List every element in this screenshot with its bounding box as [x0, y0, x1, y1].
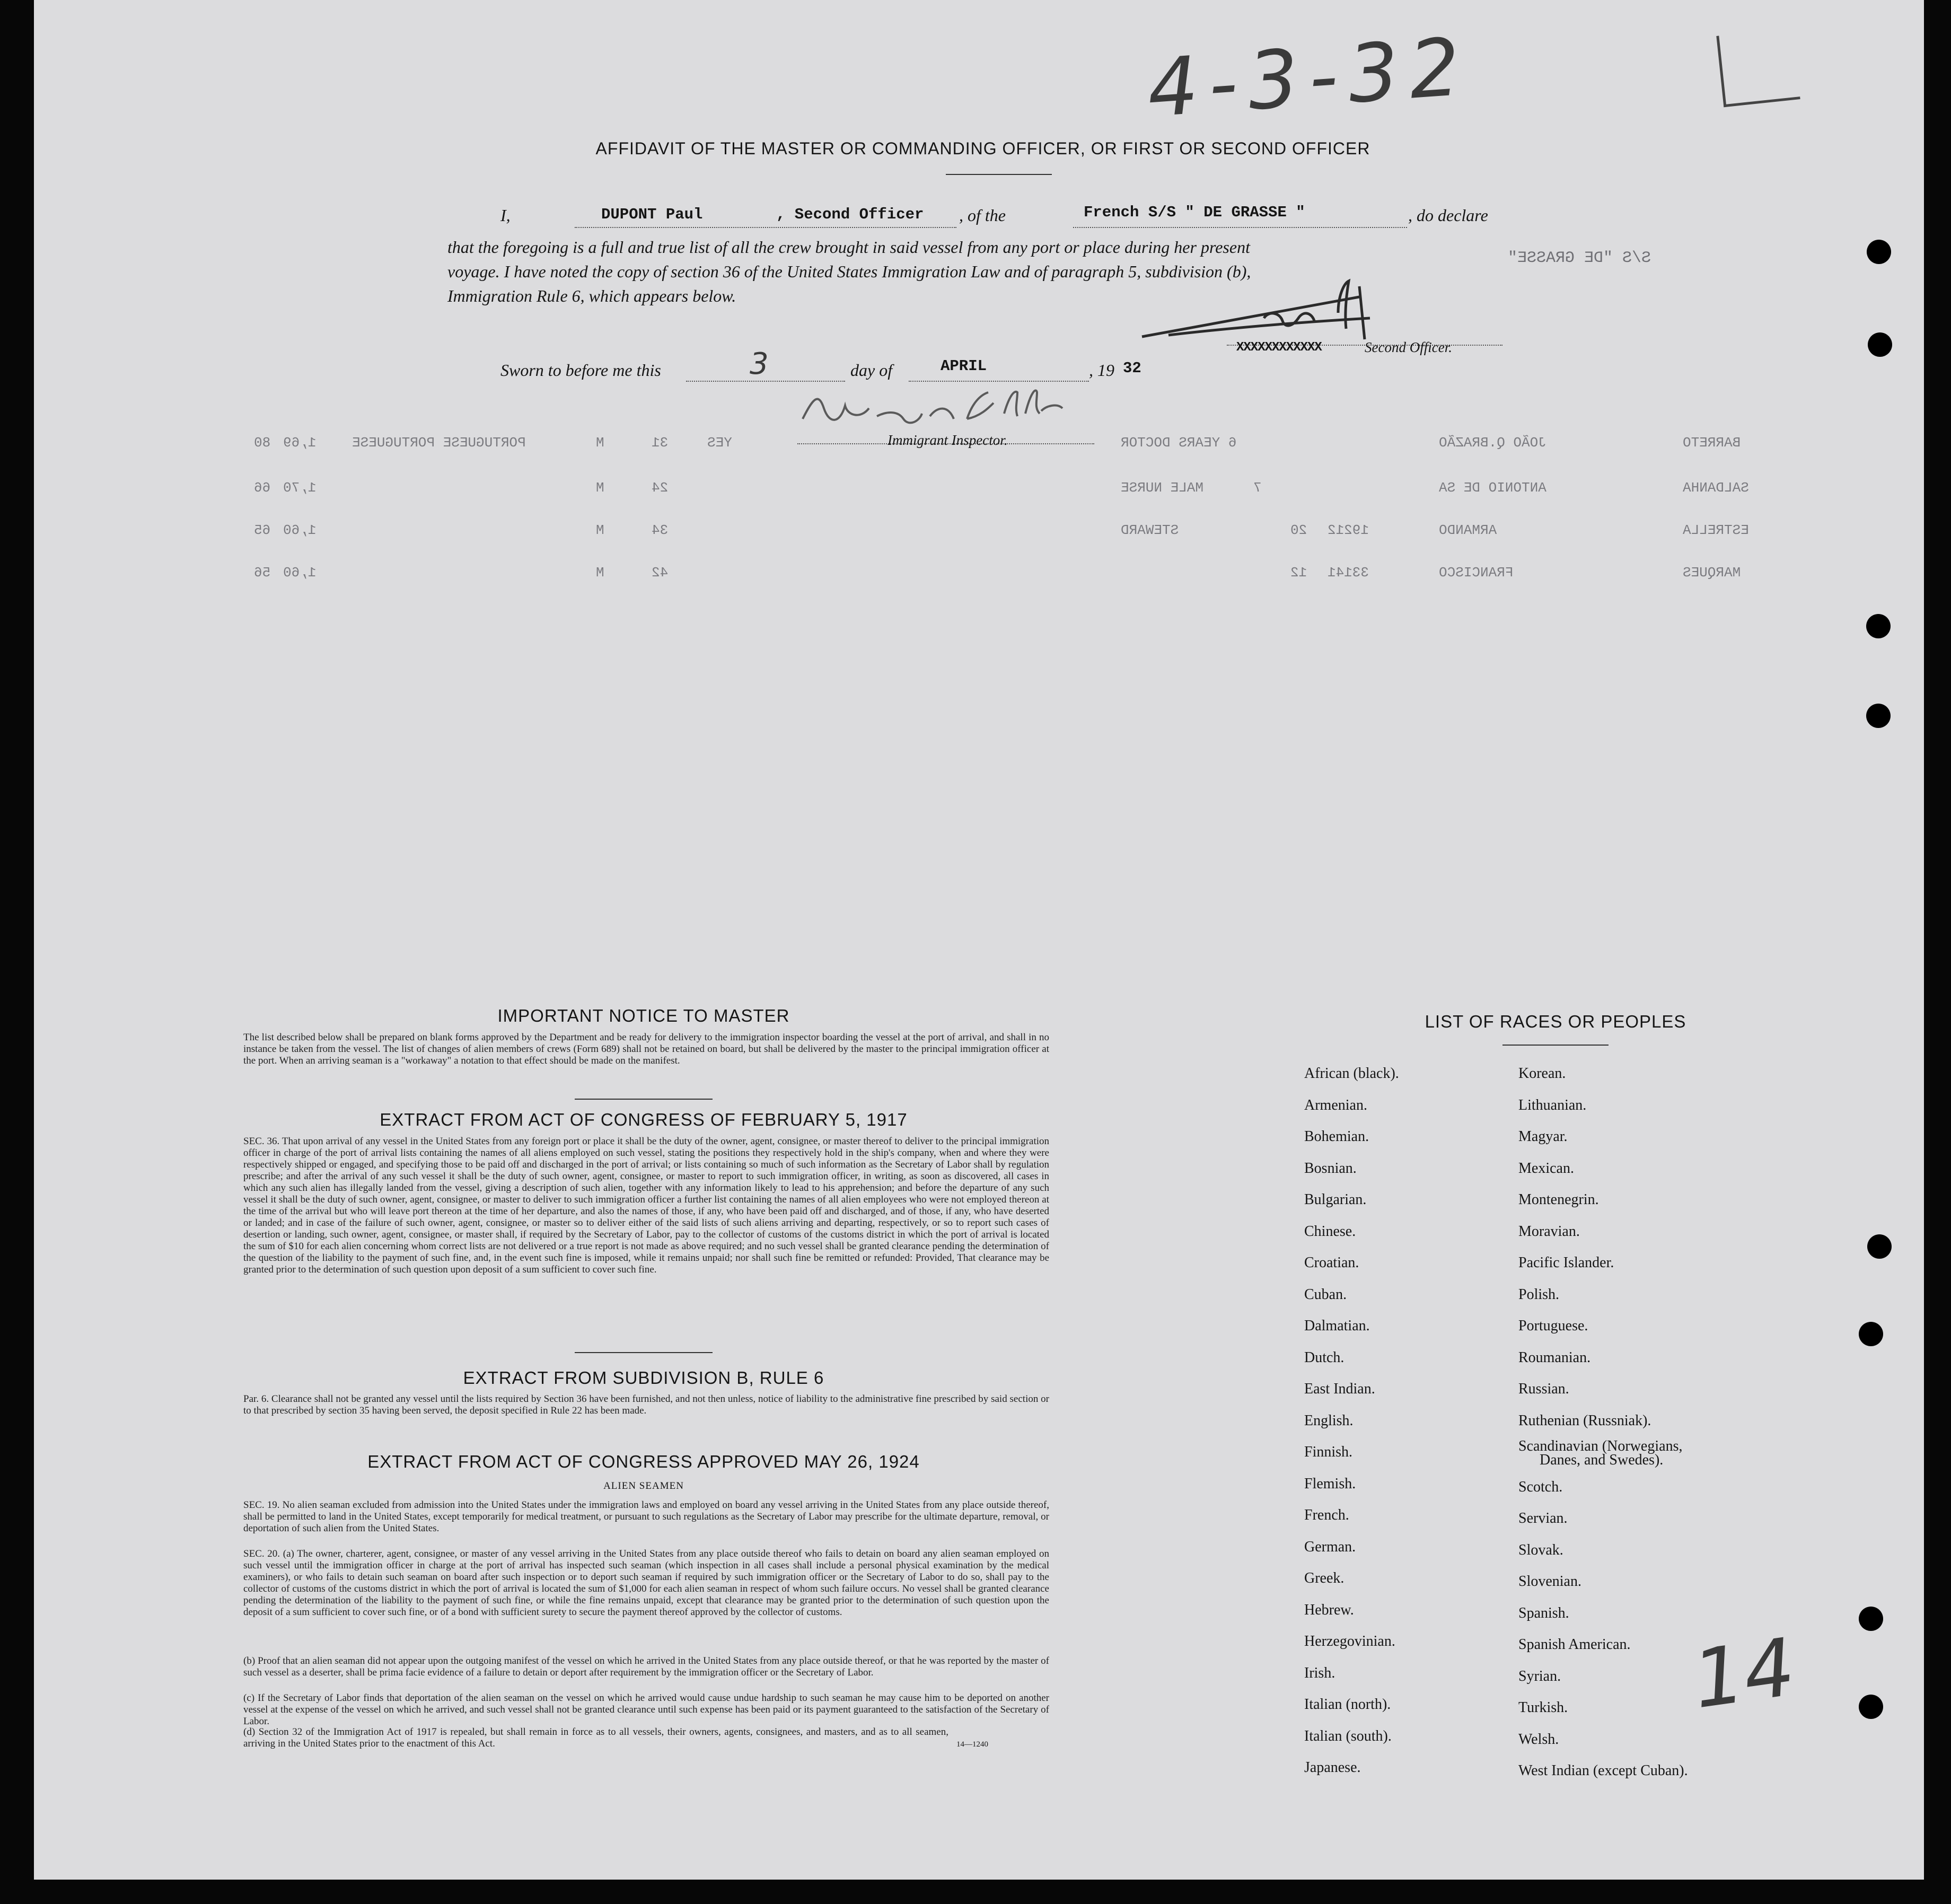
- race-item: Greek.: [1304, 1570, 1344, 1586]
- race-item: Chinese.: [1304, 1223, 1356, 1240]
- race-item: Irish.: [1304, 1664, 1335, 1681]
- race-item: English.: [1304, 1412, 1354, 1429]
- punch-hole: [1867, 1234, 1892, 1259]
- race-item: German.: [1304, 1538, 1356, 1555]
- struck-title: XXXXXXXXXXXX: [1236, 340, 1322, 355]
- handwritten-date: 4-3-32: [1144, 20, 1474, 136]
- officer-name-value: DUPONT Paul: [601, 206, 703, 223]
- punch-hole: [1866, 614, 1891, 638]
- sworn-label: Sworn to before me this: [500, 361, 661, 380]
- race-item: Croatian.: [1304, 1254, 1359, 1271]
- i-label: I,: [500, 206, 511, 225]
- punch-hole: [1866, 704, 1891, 728]
- notice-divider: [575, 1099, 713, 1100]
- race-item: Dutch.: [1304, 1349, 1344, 1366]
- race-item: Mexican.: [1518, 1160, 1574, 1177]
- section-20a: SEC. 20. (a) The owner, charterer, agent, consignee, or master of any vessel arriving in the United States from any place outside thereof who fails to detain on board any alien seaman employed on such vessel until the immigration officer in charge at the port of arrival has inspected such seaman (which inspection in all cases shall include a personal physical examination by the medical examiners), or who fails to detain such seaman on board after such inspection or to deport such seaman if required by such immigration officer or the Secretary of Labor to do so, shall pay to the collector of customs of the customs district in which the port of arrival is located the sum of $1,000 for each alien seaman in respect of whom such failure occurs. No vessel shall be granted clearance pending the determination of the liability to the payment of such fine, or while the fine remains unpaid, except that clearance may be granted prior to the determination of such question upon the deposit of a sum sufficient to cover such fine, or of a bond with sufficient surety to secure the payment thereof approved by the collector of customs.: [243, 1548, 1049, 1618]
- race-item: Scotch.: [1518, 1478, 1563, 1495]
- punch-hole: [1859, 1322, 1883, 1346]
- section-20d: (d) Section 32 of the Immigration Act of 1917 is repealed, but shall remain in force as to all vessels, their owners, agents, consignees, and masters, and as to all seamen, arriving in the United States prior to the enactment of this Act.: [243, 1726, 948, 1749]
- races-title: LIST OF RACES OR PEOPLES: [1425, 1012, 1686, 1031]
- declaration-line-3: voyage. I have noted the copy of section 36 of the United States Immigration Law and of paragraph 5, subdivision (b),: [447, 262, 1251, 281]
- race-item: Magyar.: [1518, 1128, 1568, 1145]
- races-right-column: [1518, 1058, 1688, 1787]
- race-item: Welsh.: [1518, 1731, 1559, 1748]
- race-item: Slovenian.: [1518, 1573, 1581, 1590]
- race-item: Pacific Islander.: [1518, 1254, 1614, 1271]
- second-officer-label: Second Officer.: [1365, 339, 1452, 355]
- race-item: Portuguese.: [1518, 1318, 1588, 1334]
- sworn-line: [500, 347, 1243, 387]
- of-the-label: , of the: [959, 206, 1006, 225]
- notice-title: IMPORTANT NOTICE TO MASTER: [497, 1006, 790, 1025]
- punch-hole: [1859, 1695, 1883, 1719]
- bleed-side-note: S/S "DE GRASSE": [1508, 249, 1651, 267]
- vessel-value: French S/S " DE GRASSE ": [1084, 204, 1305, 221]
- year-value: 32: [1123, 359, 1141, 377]
- race-item: Bosnian.: [1304, 1160, 1357, 1177]
- race-item: Roumanian.: [1518, 1349, 1591, 1366]
- race-item: [1518, 1436, 1688, 1471]
- section-20b: (b) Proof that an alien seaman did not appear upon the outgoing manifest of the vessel on which he arrived in the United States from any place outside thereof, or that he was reported by the master of such vessel as a deserter, shall be prima facie evidence of a failure to detain or deport after requirement by the immigration officer or the Secretary of Labor.: [243, 1655, 1049, 1678]
- punch-hole: [1867, 240, 1891, 264]
- race-item: Ruthenian (Russniak).: [1518, 1412, 1651, 1429]
- declaration-line-4: Immigration Rule 6, which appears below.: [447, 286, 736, 305]
- race-item-line: Danes, and Swedes).: [1540, 1452, 1664, 1468]
- race-item: African (black).: [1304, 1065, 1399, 1082]
- year-prefix: , 19: [1089, 361, 1114, 380]
- race-item: Syrian.: [1518, 1668, 1561, 1684]
- corner-mark: [1716, 28, 1800, 107]
- race-item: Turkish.: [1518, 1699, 1568, 1716]
- rule6-title: EXTRACT FROM SUBDIVISION B, RULE 6: [463, 1368, 824, 1388]
- document-page: 4-3-32 S/S "DE GRASSE" AFFIDAVIT OF THE MASTER OR COMMANDING OFFICER, OR FIRST OR SECOND OFFICER I, DUPONT Paul , Second Officer , of the French S/S " DE GRASSE " , do declare that the foregoing is a full and true list of all the crew brought in said vessel from any port or place during her present voyage. I have noted the copy of section 36 of the United States Immigration Law and of paragraph 5, subdivision (b), Immigration Rule 6, which appears below. XXXXXXXXXXXX Second Officer. Sworn to before me this 3 day of APRIL , 19 32 Immigrant Inspector. BARRETO JOÃO Q.BRAZÃO 6 YEARS DOCTOR YES 31 M PORTUGUESE PORTUGUESE 1,69 80 SALDANHA ANTONIO DE SA 7 MALE NURSE 24 M 1,70 66 ESTRELLA ARMANDO 19212 20 STEWARD 34 M 1,60 65 MARQUES FRANCISCO 33141 12 42 M 1,60 56 IMPORTANT NOTICE TO MASTER The list described below shall be prepared on blank forms approved by the Department and be ready for delivery to the immigration inspector boarding the vessel at the port of arrival, and shall in no instance be taken from the vessel. The list of changes of alien members of crews (Form 689) shall not be retained on board, but shall be delivered by the master to the principal immigration officer at the port. When an arriving seaman is a "workaway" a notation to that effect should be made on the manifest. EXTRACT FROM ACT OF CONGRESS OF FEBRUARY 5, 1917 SEC. 36. That upon arrival of any vessel in the United States from any foreign port or place it shall be the duty of the owner, agent, consignee, or master thereof to deliver to the principal immigration officer in charge of the port of arrival lists containing the names of all aliens employed on such vessel, stating the positions they respectively hold in the ship's company, when and where they were respectively shipped or engaged, and specifying those to be paid off and discharged in the port of arrival; or lists containing so much of such information as the Secretary of Labor shall by regulation prescribe; and after the arrival of any such vessel it shall be the duty of such owner, agent, consignee, or master to report to such immigration officer, in writing, as soon as discovered, all cases in which any such alien has illegally landed from the vessel, giving a description of such alien, together with any information likely to lead to his apprehension; and before the departure of any such vessel it shall be the duty of such owner, agent, consignee, or master to deliver to such immigration officer a further list containing the names of all alien employees who were not employed thereon at the time of the arrival but who will leave port thereon at the time of her departure, and also the names of those, if any, who have been paid off and discharged, and of those, if any, who have deserted or landed; and in case of the failure of such owner, agent, consignee, or master so to deliver either of the said lists of such aliens arriving and departing, respectively, or so to report such cases of desertion or landing, such owner, agent, consignee, or master shall, if required by the Secretary of Labor, pay to the collector of customs of the customs district in which the port of arrival is located the sum of $10 for each alien concerning whom correct lists are not delivered or a true report is not made as above required; and no such vessel shall be granted clearance pending the determination of the question of the liability to the payment of such fine, and, in the event such fine is imposed, while it remains unpaid; nor shall such fine be remitted or refunded: Provided, That clearance may be granted prior to the determination of such question upon deposit of a sum sufficient to cover such fine. EXTRACT FROM SUBDIVISION B, RULE 6 Par. 6. Clearance shall not be granted any vessel until the lists required by Section 36 have been furnished, and not then unless, notice of liability to the administrative fine prescribed by said section or to that prescribed by section 35 having been served, the deposit specified in Rule 22 has been made. EXTRACT FROM ACT OF CONGRESS APPROVED MAY 26, 1924 ALIEN SEAMEN SEC. 19. No alien seaman excluded from admission into the United States under the immigration laws and employed on board any vessel arriving in the United States from any place outside thereof, shall be permitted to land in the United States, except temporarily for medical treatment, or pursuant to such regulations as the Secretary of Labor may prescribe for the ultimate departure, removal, or deportation of such alien from the United States. SEC. 20. (a) The owner, charterer, agent, consignee, or master of any vessel arriving in the United States from any place outside thereof who fails to detain on board any alien seaman employed on such vessel until the immigration officer in charge at the port of arrival has inspected such seaman (which inspection in all cases shall include a personal physical examination by the medical examiners), or who fails to detain such seaman on board after such inspection or to deport such seaman if required by such immigration officer or the Secretary of Labor to do so, shall pay to the collector of customs of the customs district in which the port of arrival is located the sum of $1,000 for each alien seaman in respect of whom such failure occurs. No vessel shall be granted clearance pending the determination of the liability to the payment of such fine, or while the fine remains unpaid, except that clearance may be granted prior to the determination of such question upon the deposit of a sum sufficient to cover such fine, or of a bond with sufficient surety to secure the payment thereof approved by the collector of customs. (b) Proof that an alien seaman did not appear upon the outgoing manifest of the vessel on which he arrived in the United States from any place outside thereof, or that he was reported by the master of such vessel as a deserter, shall be prima facie evidence of a failure to detain or deport after requirement by the immigration officer or the Secretary of Labor. (c) If the Secretary of Labor finds that deportation of the alien seaman on the vessel on which he arrived would cause undue hardship to such seaman he may cause him to be deported on another vessel at the expense of the vessel on which he arrived, and such vessel shall not be granted clearance until such expense has been paid or its payment guaranteed to the satisfaction of the Secretary of Labor. (d) Section 32 of the Immigration Act of 1917 is repealed, but shall remain in force as to all vessels, their owners, agents, consignees, and masters, and as to all seamen, arriving in the United States prior to the enactment of this Act. 14—1240 LIST OF RACES OR PEOPLES African (black). Armenian. Bohemian. Bosnian. Bulgarian. Chinese. Croatian. Cuban. Dalmatian. Dutch. East Indian. English. Finnish. Flemish. French. German. Greek. Hebrew. Herzegovinian. Irish. Italian (north). Italian (south). Japanese. Korean. Lithuanian. Magyar. Mexican. Montenegrin. Moravian. Pacific Islander. Polish. Portuguese. Roumanian. Russian. Ruthenian (Russniak). Scandinavian (Norwegians, Danes, and Swedes). Scotch. Servian. Slovak. Slovenian. Spanish. Spanish American. Syrian. Turkish. Welsh. West Indian (except Cuban). 14: [34, 0, 1924, 1880]
- title-divider: [946, 174, 1052, 175]
- race-item: Cuban.: [1304, 1286, 1347, 1303]
- affidavit-title: AFFIDAVIT OF THE MASTER OR COMMANDING OFFICER, OR FIRST OR SECOND OFFICER: [595, 139, 1370, 158]
- races-left-column: [1304, 1058, 1399, 1784]
- race-item: French.: [1304, 1507, 1349, 1523]
- extract-1917-body: SEC. 36. That upon arrival of any vessel in the United States from any foreign port or place it shall be the duty of the owner, agent, consignee, or master thereof to deliver to the principal immigration officer in charge of the port of arrival lists containing the names of all aliens employed on such vessel, stating the positions they respectively hold in the ship's company, when and where they were respectively shipped or engaged, and specifying those to be paid off and discharged in the port of arrival; or lists containing so much of such information as the Secretary of Labor shall by regulation prescribe; and after the arrival of any such vessel it shall be the duty of such owner, agent, consignee, or master to report to such immigration officer, in writing, as soon as discovered, all cases in which any such alien has illegally landed from the vessel, giving a description of such alien, together with any information likely to lead to his apprehension; and before the departure of any such vessel it shall be the duty of such owner, agent, consignee, or master to deliver to such immigration officer a further list containing the names of all alien employees who were not employed thereon at the time of the arrival but who will leave port thereon at the time of her departure, and also the names of those, if any, who have been paid off and discharged, and of those, if any, who have deserted or landed; and in case of the failure of such owner, agent, consignee, or master so to deliver either of the said lists of such aliens arriving and departing, respectively, or so to report such cases of desertion or landing, such owner, agent, consignee, or master shall, if required by the Secretary of Labor, pay to the collector of customs of the customs district in which the port of arrival is located the sum of $10 for each alien concerning whom correct lists are not delivered or a true report is not made as above required; and no such vessel shall be granted clearance pending the determination of the question of the liability to the payment of such fine, and, in the event such fine is imposed, while it remains unpaid; nor shall such fine be remitted or refunded: Provided, That clearance may be granted prior to the determination of such question upon deposit of a sum sufficient to cover such fine.: [243, 1136, 1049, 1275]
- race-item: Slovak.: [1518, 1541, 1563, 1558]
- section-19: SEC. 19. No alien seaman excluded from admission into the United States under the immigration laws and employed on board any vessel arriving in the United States from any place outside thereof, shall be permitted to land in the United States, except temporarily for medical treatment, or pursuant to such regulations as the Secretary of Labor may prescribe for the ultimate departure, removal, or deportation of such alien from the United States.: [243, 1499, 1049, 1534]
- race-item-line: Scandinavian (Norwegians,: [1518, 1438, 1683, 1454]
- race-item: Servian.: [1518, 1510, 1568, 1526]
- race-item: Herzegovinian.: [1304, 1633, 1395, 1649]
- race-item: Polish.: [1518, 1286, 1560, 1303]
- race-item: Bulgarian.: [1304, 1191, 1367, 1208]
- race-item: Hebrew.: [1304, 1601, 1354, 1618]
- sworn-day-value: 3: [750, 347, 769, 381]
- race-item: Lithuanian.: [1518, 1096, 1587, 1113]
- race-item: Dalmatian.: [1304, 1318, 1370, 1334]
- inspector-signature: [792, 387, 1089, 435]
- race-item: Finnish.: [1304, 1444, 1353, 1460]
- handwritten-sheet-mark: 14: [1687, 1621, 1801, 1727]
- immigrant-inspector-label: Immigrant Inspector.: [887, 432, 1008, 448]
- vessel-underline: [1073, 227, 1407, 228]
- race-item: Italian (north).: [1304, 1696, 1391, 1713]
- race-item: Russian.: [1518, 1381, 1569, 1397]
- race-item: Bohemian.: [1304, 1128, 1369, 1145]
- race-item: Spanish American.: [1518, 1636, 1631, 1653]
- do-declare-label: , do declare: [1408, 206, 1488, 225]
- extract-1917-title: EXTRACT FROM ACT OF CONGRESS OF FEBRUARY 5, 1917: [380, 1110, 908, 1129]
- officer-signature: [1137, 276, 1434, 345]
- name-underline: [575, 227, 956, 228]
- race-item: Korean.: [1518, 1065, 1566, 1082]
- punch-hole: [1859, 1607, 1883, 1631]
- notice-body: The list described below shall be prepared on blank forms approved by the Department and be ready for delivery to the immigration inspector boarding the vessel at the port of arrival, and shall in no instance be taken from the vessel. The list of changes of alien members of crews (Form 689) shall not be retained on board, but shall be delivered by the master to the principal immigration officer at the port. When an arriving seaman is a "workaway" a notation to that effect should be made on the manifest.: [243, 1032, 1049, 1066]
- race-item: Japanese.: [1304, 1759, 1361, 1776]
- race-item: West Indian (except Cuban).: [1518, 1762, 1688, 1779]
- declaration-line-1: [500, 206, 1524, 229]
- race-item: Moravian.: [1518, 1223, 1580, 1240]
- race-item: Flemish.: [1304, 1475, 1356, 1492]
- officer-rank-value: , Second Officer: [776, 206, 924, 223]
- race-item: East Indian.: [1304, 1381, 1375, 1397]
- month-underline: [909, 381, 1089, 382]
- section-20c: (c) If the Secretary of Labor finds that deportation of the alien seaman on the vessel on which he arrived would cause undue hardship to such seaman he may cause him to be deported on another vessel at the expense of the vessel on which he arrived, and such vessel shall not be granted clearance until such expense has been paid or its payment guaranteed to the satisfaction of the Secretary of Labor.: [243, 1692, 1049, 1727]
- day-of-label: day of: [850, 361, 893, 380]
- punch-hole: [1868, 332, 1892, 357]
- race-item: Spanish.: [1518, 1604, 1569, 1621]
- alien-seamen-subtitle: ALIEN SEAMEN: [603, 1480, 684, 1491]
- race-item: Italian (south).: [1304, 1727, 1392, 1744]
- extract-1924-title: EXTRACT FROM ACT OF CONGRESS APPROVED MAY 26, 1924: [367, 1452, 920, 1471]
- declaration-line-2: that the foregoing is a full and true list of all the crew brought in said vessel from any port or place during her present: [447, 238, 1250, 257]
- form-number: 14—1240: [956, 1740, 988, 1749]
- extract-1917-divider: [575, 1352, 713, 1353]
- rule6-body: Par. 6. Clearance shall not be granted any vessel until the lists required by Section 36 have been furnished, and not then unless, notice of liability to the administrative fine prescribed by said section or to that prescribed by section 35 having been served, the deposit specified in Rule 22 has been made.: [243, 1393, 1049, 1416]
- race-item: Armenian.: [1304, 1096, 1367, 1113]
- races-divider: [1502, 1045, 1609, 1046]
- race-item: Montenegrin.: [1518, 1191, 1599, 1208]
- sworn-month-value: APRIL: [941, 357, 987, 375]
